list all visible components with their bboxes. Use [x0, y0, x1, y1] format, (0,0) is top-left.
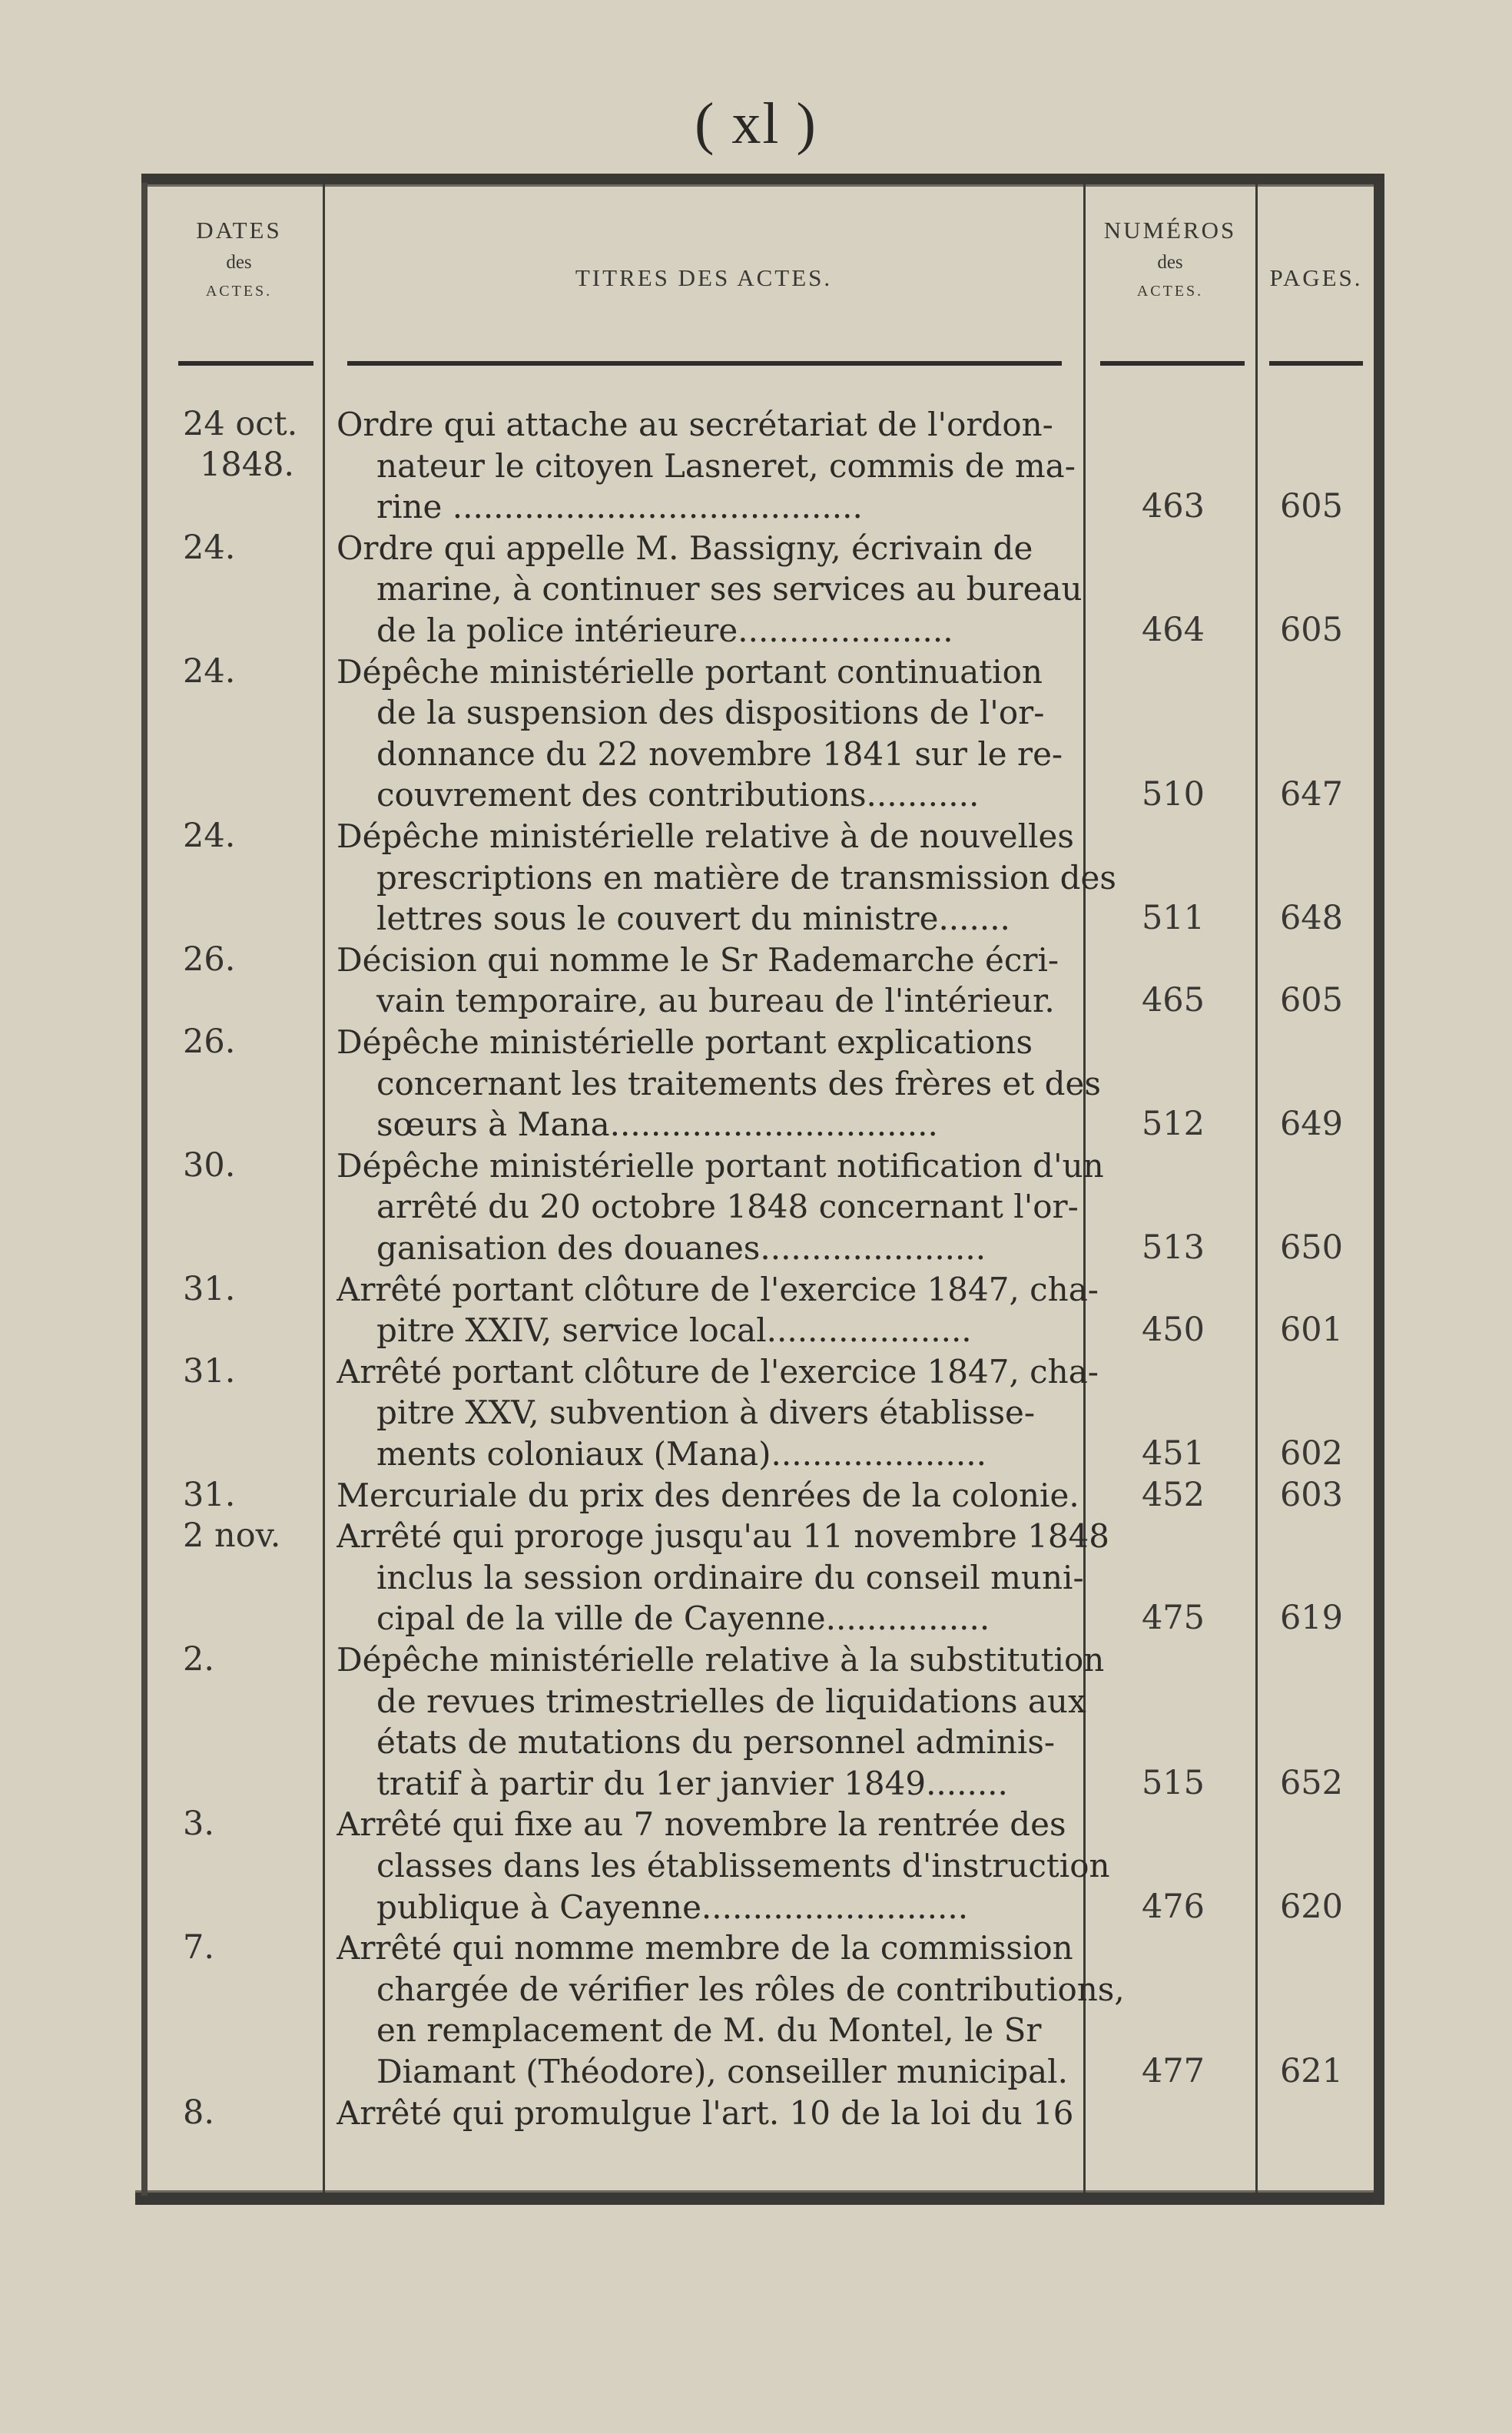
- row-page-number: 620: [1279, 1887, 1344, 1926]
- row-date: [183, 940, 298, 980]
- row-page-number: 647: [1279, 775, 1344, 814]
- row-page-number: 650: [1279, 1228, 1344, 1267]
- row-title-line: couvrement des contributions...........: [376, 776, 980, 814]
- row-title-line: de revues trimestrielles de liquidations aux: [376, 1682, 1086, 1720]
- row-page-number: 648: [1279, 899, 1344, 938]
- table-bottom-rule: [135, 2190, 1378, 2205]
- row-title-line: Diamant (Théodore), conseiller municipal.: [376, 2052, 1068, 2090]
- row-title: [337, 1145, 1212, 1269]
- header-rule-pages: [1269, 361, 1363, 366]
- row-date-line: 26.: [183, 940, 236, 979]
- row-title-line: chargée de vérifier les rôles de contributions,: [376, 1970, 1125, 2008]
- row-title-line: pitre XXV, subvention à divers établisse-: [376, 1394, 1036, 1432]
- page-number: ( xl ): [695, 91, 817, 156]
- row-date-line: 30.: [183, 1145, 236, 1185]
- row-title: [337, 651, 1212, 816]
- row-title-line: nateur le citoyen Lasneret, commis de ma-: [376, 446, 1076, 485]
- row-act-number: 515: [1141, 1763, 1205, 1802]
- column-divider-dates: [323, 184, 325, 2193]
- row-date: [183, 1145, 298, 1186]
- row-page-number: 603: [1279, 1475, 1344, 1514]
- row-date: [183, 1639, 298, 1680]
- row-page-number: 602: [1279, 1434, 1344, 1473]
- row-act-number: 510: [1141, 775, 1205, 814]
- row-date-line: 31.: [183, 1475, 236, 1514]
- row-title: [337, 1804, 1212, 1928]
- row-title: [337, 1928, 1212, 2092]
- row-page-number: 621: [1279, 2051, 1344, 2090]
- row-page-number: 605: [1279, 487, 1344, 526]
- row-act-number: 512: [1141, 1105, 1205, 1144]
- row-title-line: états de mutations du personnel adminis-: [376, 1723, 1056, 1762]
- row-page-number: 649: [1279, 1105, 1344, 1144]
- header-pages: PAGES.: [1269, 264, 1363, 291]
- row-title-line: marine, à continuer ses services au bureau: [376, 570, 1083, 608]
- row-title-line: de la suspension des dispositions de l'or-: [376, 694, 1045, 732]
- header-rule-dates: [178, 361, 313, 366]
- row-act-number: 452: [1141, 1475, 1205, 1514]
- row-date-line: 7.: [183, 1928, 215, 1967]
- header-rule-titles: [347, 361, 1062, 366]
- row-title-line: arrêté du 20 octobre 1848 concernant l'or-: [376, 1188, 1079, 1226]
- row-date-line: 3.: [183, 1805, 215, 1844]
- column-divider-numeros: [1255, 184, 1258, 2193]
- row-title-line: Arrêté qui proroge jusqu'au 11 novembre 1848: [337, 1517, 1109, 1556]
- row-date: [183, 528, 298, 568]
- row-act-number: 450: [1141, 1311, 1205, 1350]
- row-title-line: Dépêche ministérielle relative à la substitution: [337, 1641, 1105, 1679]
- row-date: [183, 1351, 298, 1392]
- row-title-line: Arrêté qui fixe au 7 novembre la rentrée des: [337, 1805, 1066, 1844]
- row-date-line: 31.: [183, 1269, 236, 1308]
- row-title-line: cipal de la ville de Cayenne................: [376, 1599, 990, 1638]
- header-titles: TITRES DES ACTES.: [575, 264, 833, 291]
- row-title: [337, 1639, 1212, 1804]
- row-date: [183, 1022, 298, 1062]
- row-title-line: sœurs à Mana................................: [376, 1105, 938, 1144]
- row-title: [337, 404, 1212, 528]
- table-right-rule: [1374, 183, 1384, 2205]
- row-page-number: 605: [1279, 610, 1344, 649]
- row-act-number: 464: [1141, 610, 1205, 649]
- row-title-line: publique à Cayenne..........................: [376, 1888, 969, 1926]
- row-title: [337, 1475, 1212, 1516]
- row-title-line: pitre XXIV, service local....................: [376, 1311, 972, 1350]
- row-title-line: Arrêté qui promulgue l'art. 10 de la loi du 16: [337, 2093, 1074, 2132]
- row-act-number: 476: [1141, 1887, 1205, 1926]
- row-title-line: Arrêté qui nomme membre de la commission: [337, 1929, 1073, 1967]
- row-act-number: 477: [1141, 2051, 1205, 2090]
- row-date-line: 24.: [183, 651, 236, 691]
- row-date: [183, 1804, 298, 1845]
- row-act-number: 475: [1141, 1599, 1205, 1638]
- row-act-number: 511: [1141, 899, 1205, 938]
- row-date-line: 26.: [183, 1023, 236, 1061]
- row-title-line: inclus la session ordinaire du conseil muni-: [376, 1558, 1084, 1596]
- row-title-line: classes dans les établissements d'instruction: [376, 1846, 1110, 1884]
- row-act-number: 451: [1141, 1434, 1205, 1473]
- row-date: [183, 1928, 298, 1968]
- index-table: [135, 174, 1384, 2205]
- row-title-line: Dépêche ministérielle portant notification d'un: [337, 1146, 1104, 1185]
- row-date-line: 31.: [183, 1351, 236, 1391]
- row-title-line: de la police intérieure.....................: [376, 611, 953, 649]
- row-title: [337, 1516, 1212, 1639]
- table-top-rule: [141, 174, 1384, 187]
- row-date: [183, 1269, 298, 1310]
- row-title-line: Ordre qui appelle M. Bassigny, écrivain de: [337, 529, 1033, 567]
- row-title: [337, 940, 1212, 1022]
- row-page-number: 619: [1279, 1599, 1344, 1638]
- row-title-line: Dépêche ministérielle portant continuation: [337, 652, 1043, 691]
- row-date-line: 2 nov.: [183, 1516, 281, 1556]
- header-dates: DATES des ACTES.: [196, 217, 282, 300]
- row-date: [183, 2093, 298, 2133]
- row-title-line: tratif à partir du 1er janvier 1849........: [376, 1764, 1008, 1802]
- row-date: [183, 816, 298, 857]
- row-title-line: en remplacement de M. du Montel, le Sr: [376, 2011, 1042, 2050]
- row-page-number: 652: [1279, 1763, 1344, 1802]
- row-title: [337, 1351, 1212, 1475]
- row-title-line: Ordre qui attache au secrétariat de l'ordon-: [337, 406, 1053, 443]
- header-numeros: NUMÉROS des ACTES.: [1103, 217, 1237, 300]
- row-date: [183, 1475, 298, 1516]
- row-date-line: 8.: [183, 2093, 215, 2132]
- row-title: [337, 816, 1212, 940]
- row-title-line: concernant les traitements des frères et des: [376, 1064, 1101, 1102]
- row-date-line: 24.: [183, 817, 236, 855]
- row-title-line: Mercuriale du prix des denrées de la colonie.: [337, 1476, 1079, 1514]
- row-date-line: 24.: [183, 528, 236, 567]
- row-date: [183, 404, 298, 486]
- row-title-line: lettres sous le couvert du ministre.......: [376, 900, 1010, 938]
- row-title-line: ganisation des douanes......................: [376, 1228, 986, 1267]
- row-title-line: rine ........................................: [376, 488, 863, 526]
- row-title-line: Arrêté portant clôture de l'exercice 1847, cha-: [337, 1352, 1099, 1391]
- row-title: [337, 1269, 1212, 1351]
- row-title: [337, 1022, 1212, 1145]
- row-title: [337, 2093, 1212, 2134]
- row-title-line: prescriptions en matière de transmission des: [376, 858, 1116, 897]
- table-left-rule: [141, 183, 148, 2196]
- row-title-line: Dépêche ministérielle portant explications: [337, 1023, 1033, 1061]
- row-title-line: donnance du 22 novembre 1841 sur le re-: [376, 734, 1063, 773]
- row-act-number: 513: [1141, 1228, 1205, 1267]
- row-title-line: Arrêté portant clôture de l'exercice 1847, cha-: [337, 1270, 1099, 1308]
- row-page-number: 601: [1279, 1311, 1344, 1350]
- row-date-line: 1848.: [200, 446, 295, 484]
- row-act-number: 465: [1141, 981, 1205, 1020]
- row-title-line: Dépêche ministérielle relative à de nouvelles: [337, 817, 1074, 855]
- row-date-line: 2.: [183, 1640, 215, 1679]
- row-title-line: ments coloniaux (Mana).....................: [376, 1434, 986, 1473]
- row-date: [183, 1516, 298, 1556]
- header-rule-numeros: [1100, 361, 1245, 366]
- row-title-line: vain temporaire, au bureau de l'intérieur.: [376, 982, 1055, 1020]
- row-act-number: 463: [1141, 487, 1205, 526]
- row-title: [337, 528, 1212, 651]
- row-page-number: 605: [1279, 981, 1344, 1020]
- row-date: [183, 651, 298, 692]
- row-title-line: Décision qui nomme le Sr Rademarche écri-: [337, 940, 1059, 979]
- row-date-line: 24 oct.: [183, 405, 298, 443]
